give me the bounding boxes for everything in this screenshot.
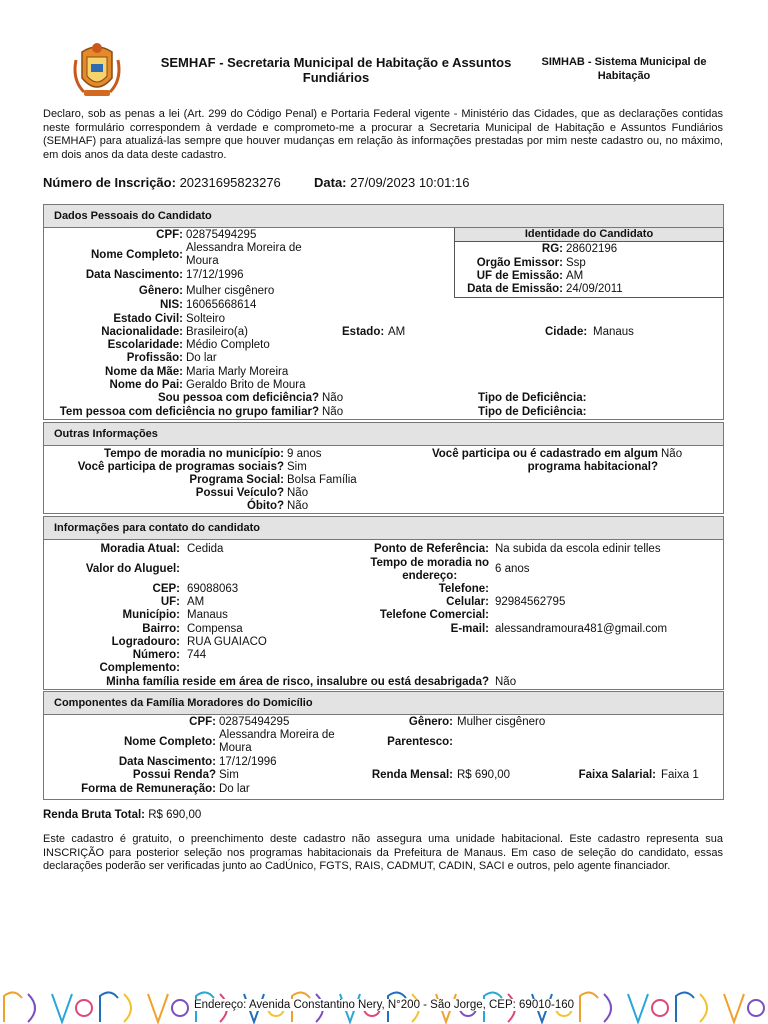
issuing-uf-value: AM bbox=[566, 270, 584, 282]
registration-number: 20231695823276 bbox=[179, 175, 281, 190]
number-value: 744 bbox=[187, 649, 207, 661]
cep-value: 69088063 bbox=[187, 583, 239, 595]
vehicle-label: Possui Veículo? bbox=[195, 487, 284, 499]
death-label: Óbito? bbox=[246, 500, 284, 512]
declaration-text: Declaro, sob as penas a lei (Art. 299 do Código Penal) e Portaria Federal vigente - Ministério das Cidades, que as declarações contidas neste formulário correspondem à verdade e comprometo-me a procurar a Secretaria Municipal de Habitação e Assuntos Fundiários (SEMHAF) para atualizá-las sempre que houver mudanças em relação às informações prestadas por mim neste cadastro ou, no máximo, em dois anos da data deste cadastro. bbox=[43, 108, 723, 161]
monthly-income-value: R$ 690,00 bbox=[457, 769, 511, 781]
gross-income-label: Renda Bruta Total: bbox=[43, 809, 146, 821]
family-gender-value: Mulher cisgênero bbox=[457, 716, 546, 728]
municipality-time-label: Tempo de moradia no município: bbox=[104, 448, 284, 460]
reference-point-value: Na subida da escola edinir telles bbox=[495, 543, 661, 555]
full-name-value bbox=[186, 242, 302, 268]
mobile-label: Celular: bbox=[446, 596, 489, 608]
uf-label: UF: bbox=[160, 596, 180, 608]
personal-data-section bbox=[43, 204, 724, 420]
section-title-family: Componentes da Família Moradores do Domicílio bbox=[44, 692, 723, 715]
family-name-label: Nome Completo: bbox=[124, 736, 216, 748]
salary-range-label: Faixa Salarial: bbox=[578, 769, 656, 781]
disability-value: Não bbox=[322, 392, 344, 404]
mobile-value: 92984562795 bbox=[495, 596, 566, 608]
cep-label: CEP: bbox=[152, 583, 180, 595]
email-label: E-mail: bbox=[450, 623, 489, 635]
profession-value: Do lar bbox=[186, 352, 217, 364]
address-time-value: 6 anos bbox=[495, 563, 530, 575]
social-program-label: Programa Social: bbox=[189, 474, 284, 486]
coat-of-arms-logo bbox=[72, 40, 122, 102]
address-time-label-line2: endereço: bbox=[402, 570, 458, 582]
has-income-label: Possui Renda? bbox=[132, 769, 216, 781]
housing-program-label bbox=[432, 448, 658, 474]
full-name-line2: Moura bbox=[186, 255, 219, 267]
mother-name-value: Maria Marly Moreira bbox=[186, 366, 289, 378]
rent-value-label: Valor do Aluguel: bbox=[85, 563, 180, 575]
registration-date: 27/09/2023 10:01:16 bbox=[350, 175, 470, 190]
family-disability-type-label: Tipo de Deficiência: bbox=[478, 406, 587, 418]
gross-income-value: R$ 690,00 bbox=[148, 809, 202, 821]
nationality-label: Nacionalidade: bbox=[101, 326, 183, 338]
city-value: Manaus bbox=[593, 326, 634, 338]
number-label: Número: bbox=[132, 649, 180, 661]
full-name-line1: Alessandra Moreira de bbox=[186, 242, 302, 254]
family-cpf-label: CPF: bbox=[189, 716, 216, 728]
housing-program-label-line1: Você participa ou é cadastrado em algum bbox=[431, 448, 658, 460]
phone-label: Telefone: bbox=[438, 583, 489, 595]
municipality-time-value: 9 anos bbox=[287, 448, 322, 460]
municipality-value: Manaus bbox=[187, 609, 228, 621]
social-program-value: Bolsa Família bbox=[287, 474, 357, 486]
education-label: Escolaridade: bbox=[107, 339, 183, 351]
rg-value: 28602196 bbox=[566, 243, 618, 255]
address-time-label-line1: Tempo de moradia no bbox=[370, 557, 489, 569]
social-programs-value: Sim bbox=[287, 461, 307, 473]
full-name-label: Nome Completo: bbox=[91, 249, 183, 261]
kinship-label: Parentesco: bbox=[387, 736, 453, 748]
housing-program-label-line2: programa habitacional? bbox=[527, 461, 658, 473]
system-name-line2: Habitação bbox=[597, 69, 651, 82]
identity-box bbox=[454, 228, 724, 298]
system-name-line1: SIMHAB - Sistema Municipal de bbox=[541, 56, 707, 68]
uf-value: AM bbox=[187, 596, 205, 608]
state-value: AM bbox=[388, 326, 406, 338]
section-title-contact: Informações para contato do candidato bbox=[44, 517, 723, 540]
gender-value: Mulher cisgênero bbox=[186, 285, 275, 297]
section-title-other: Outras Informações bbox=[44, 423, 723, 446]
family-disability-label: Tem pessoa com deficiência no grupo familiar? bbox=[59, 406, 319, 418]
rg-label: RG: bbox=[541, 243, 563, 255]
identity-title: Identidade do Candidato bbox=[455, 228, 723, 242]
salary-range-value: Faixa 1 bbox=[661, 769, 699, 781]
current-housing-value: Cedida bbox=[187, 543, 224, 555]
neighborhood-label: Bairro: bbox=[142, 623, 180, 635]
birth-date-label: Data Nascimento: bbox=[85, 269, 183, 281]
issue-date-label: Data de Emissão: bbox=[467, 283, 563, 295]
registration-date-label: Data: bbox=[314, 175, 347, 190]
family-cpf-value: 02875494295 bbox=[219, 716, 290, 728]
section-title-personal: Dados Pessoais do Candidato bbox=[44, 205, 723, 228]
registration-line bbox=[43, 175, 281, 190]
family-name-line2: Moura bbox=[219, 742, 252, 754]
civil-status-label: Estado Civil: bbox=[113, 313, 183, 325]
issuing-uf-label: UF de Emissão: bbox=[476, 270, 563, 282]
cpf-label: CPF: bbox=[156, 229, 183, 241]
family-birth-value: 17/12/1996 bbox=[219, 756, 277, 768]
issuing-body-value: Ssp bbox=[566, 257, 586, 269]
street-label: Logradouro: bbox=[111, 636, 180, 648]
business-phone-label: Telefone Comercial: bbox=[379, 609, 489, 621]
disability-label: Sou pessoa com deficiência? bbox=[157, 392, 319, 404]
agency-title-line1: SEMHAF - Secretaria Municipal de Habitação e Assuntos bbox=[160, 55, 512, 70]
nis-label: NIS: bbox=[160, 299, 183, 311]
death-value: Não bbox=[287, 500, 309, 512]
family-name-line1: Alessandra Moreira de bbox=[219, 729, 335, 741]
registration-number-label: Número de Inscrição: bbox=[43, 175, 176, 190]
complement-label: Complemento: bbox=[99, 662, 180, 674]
risk-area-value: Não bbox=[495, 676, 517, 688]
family-birth-label: Data Nascimento: bbox=[118, 756, 216, 768]
address-time-label bbox=[370, 557, 489, 583]
email-value: alessandramoura481@gmail.com bbox=[495, 623, 668, 635]
profession-label: Profissão: bbox=[126, 352, 183, 364]
family-section bbox=[43, 691, 724, 800]
gender-label: Gênero: bbox=[138, 285, 183, 297]
current-housing-label: Moradia Atual: bbox=[100, 543, 180, 555]
vehicle-value: Não bbox=[287, 487, 309, 499]
other-info-section bbox=[43, 422, 724, 514]
mother-name-label: Nome da Mãe: bbox=[105, 366, 183, 378]
family-name-value bbox=[219, 729, 335, 755]
contact-section bbox=[43, 516, 724, 690]
cpf-value: 02875494295 bbox=[186, 229, 257, 241]
family-gender-label: Gênero: bbox=[408, 716, 453, 728]
issuing-body-label: Orgão Emissor: bbox=[476, 257, 563, 269]
education-value: Médio Completo bbox=[186, 339, 270, 351]
neighborhood-value: Compensa bbox=[187, 623, 243, 635]
civil-status-value: Solteiro bbox=[186, 313, 225, 325]
family-disability-value: Não bbox=[322, 406, 344, 418]
housing-program-value: Não bbox=[661, 448, 683, 460]
disclaimer-text: Este cadastro é gratuito, o preenchimento deste cadastro não assegura uma unidade habitacional. Este cadastro representa sua INSCRIÇÃO para posterior seleção nos programas habitacionais da Prefeitura de Manaus. Em caso de seleção do candidato, essas declarações poderão ser verificadas junto ao CadÚnico, FGTS, RAIS, CADMUT, CADIN, SACI e outros, pelo agente financiador. bbox=[43, 833, 723, 872]
social-programs-label: Você participa de programas sociais? bbox=[77, 461, 284, 473]
municipality-label: Município: bbox=[122, 609, 180, 621]
remuneration-value: Do lar bbox=[219, 783, 250, 795]
reference-point-label: Ponto de Referência: bbox=[373, 543, 489, 555]
risk-area-label: Minha família reside em área de risco, insalubre ou está desabrigada? bbox=[106, 676, 489, 688]
city-label: Cidade: bbox=[545, 326, 588, 338]
nis-value: 16065668614 bbox=[186, 299, 257, 311]
father-name-value: Geraldo Brito de Moura bbox=[186, 379, 306, 391]
footer-address: Endereço: Avenida Constantino Nery, N°200 - São Jorge, CEP: 69010-160 bbox=[193, 999, 575, 1011]
disability-type-label: Tipo de Deficiência: bbox=[478, 392, 587, 404]
nationality-value: Brasileiro(a) bbox=[186, 326, 248, 338]
father-name-label: Nome do Pai: bbox=[109, 379, 183, 391]
street-value: RUA GUAIACO bbox=[187, 636, 267, 648]
state-label: Estado: bbox=[342, 326, 385, 338]
remuneration-label: Forma de Remuneração: bbox=[81, 783, 216, 795]
birth-date-value: 17/12/1996 bbox=[186, 269, 244, 281]
agency-title-line2: Fundiários bbox=[302, 70, 370, 85]
has-income-value: Sim bbox=[219, 769, 239, 781]
monthly-income-label: Renda Mensal: bbox=[371, 769, 453, 781]
issue-date-value: 24/09/2011 bbox=[566, 283, 623, 295]
